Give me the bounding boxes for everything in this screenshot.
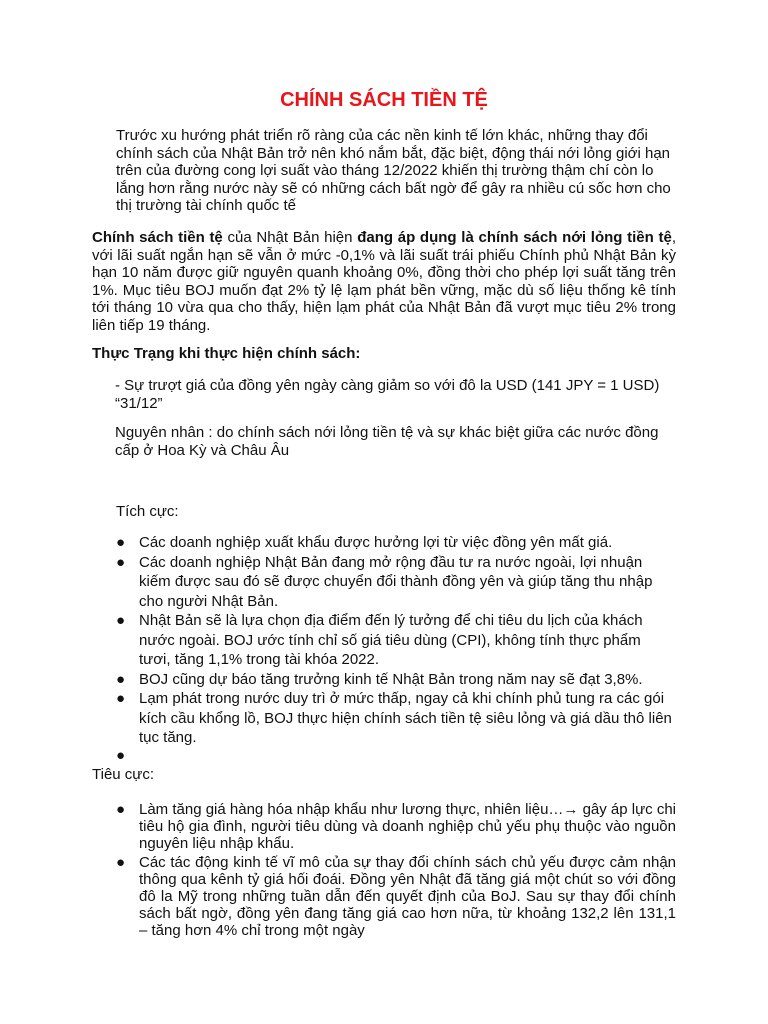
- policy-bold-term: Chính sách tiền tệ: [92, 229, 223, 246]
- list-item-text: Lạm phát trong nước duy trì ở mức thấp, ngay cả khi chính phủ tung ra các gói kích cầu khổng lồ, BOJ thực hiện chính sách tiền tệ siêu lỏng và giá dầu thô liên tục tăng.: [139, 690, 672, 746]
- list-item: [116, 670, 676, 690]
- empty-bullet-icon: ●: [116, 747, 126, 764]
- intro-paragraph: Trước xu hướng phát triển rõ ràng của các nền kinh tế lớn khác, những thay đổi chính sách của Nhật Bản trở nên khó nắm bắt, đặc biệt, động thái nới lỏng giới hạn trên của đường cong lợi suất vào tháng 12/2022 khiến thị trường thậm chí còn lo lắng hơn rằng nước này sẽ có những cách bất ngờ để gây ra nhiều cú sốc hơn cho thị trường tài chính quốc tế: [116, 127, 671, 214]
- bullet-icon: ●: [116, 553, 126, 571]
- yen-drop-paragraph: - Sự trượt giá của đồng yên ngày càng giảm so với đô la USD (141 JPY = 1 USD) “31/12”: [115, 377, 660, 412]
- list-item: [116, 801, 676, 852]
- bullet-icon: ●: [116, 534, 126, 551]
- negative-list: [116, 801, 676, 941]
- cause-paragraph: Nguyên nhân : do chính sách nới lỏng tiền tệ và sự khác biệt giữa các nước đồng cấp ở Hoa Kỳ và Châu Âu: [115, 424, 659, 459]
- bullet-icon: ●: [116, 801, 126, 818]
- bullet-icon: ●: [116, 612, 126, 629]
- list-item: [116, 553, 676, 612]
- positive-list: [116, 533, 676, 748]
- list-item-text: Nhật Bản sẽ là lựa chọn địa điểm đến lý tưởng để chi tiêu du lịch của khách nước ngoài. BOJ ước tính chỉ số giá tiêu dùng (CPI), không tính thực phẩm tươi, tăng 1,1% trong tài khóa 2022.: [139, 612, 643, 668]
- list-item-text: Làm tăng giá hàng hóa nhập khẩu như lương thực, nhiên liệu…→ gây áp lực chi tiêu hộ gia đình, người tiêu dùng và doanh nghiệp chủ yếu phụ thuộc vào nguồn nguyên liệu nhập khẩu.: [139, 801, 677, 852]
- policy-text-1: của Nhật Bản hiện: [222, 229, 358, 246]
- list-item: [116, 854, 676, 939]
- bullet-icon: ●: [116, 690, 126, 707]
- list-item-text: Các tác động kinh tế vĩ mô của sự thay đổi chính sách chủ yếu được cảm nhận thông qua kênh tỷ giá hối đoái. Đồng yên Nhật đã tăng giá một chút so với đồng đô la Mỹ trong những tuần dẫn đến quyết định của BoJ. Sau sự thay đổi chính sách bất ngờ, đồng yên đang tăng giá cao hơn nữa, từ khoảng 132,2 lên 131,1 – tăng hơn 4% chỉ trong một ngày: [139, 854, 676, 939]
- list-item-text: Các doanh nghiệp Nhật Bản đang mở rộng đầu tư ra nước ngoài, lợi nhuận kiếm được sau đó sẽ được chuyển đổi thành đồng yên và giúp tăng thu nhập cho người Nhật Bản.: [139, 553, 653, 610]
- positive-heading: Tích cực:: [116, 503, 179, 520]
- bullet-icon: ●: [116, 854, 126, 871]
- policy-text-2: , với lãi suất ngắn hạn sẽ vẫn ở mức -0,1% và lãi suất trái phiếu Chính phủ Nhật Bản kỳ hạn 10 năm được giữ nguyên quanh khoảng 0%, đồng thời cho phép lợi suất tăng trên 1%. Mục tiêu BOJ muốn đạt 2% tỷ lệ lạm phát bền vững, mặc dù số liệu thống kê tính tới tháng 10 vừa qua cho thấy, hiện lạm phát của Nhật Bản đã vượt mục tiêu 2% trong liên tiếp 19 tháng.: [92, 229, 676, 334]
- list-item: [116, 689, 676, 748]
- list-item: [116, 533, 676, 553]
- negative-heading: Tiêu cực:: [92, 766, 154, 783]
- list-item: [116, 611, 676, 670]
- status-heading: Thực Trạng khi thực hiện chính sách:: [92, 345, 361, 362]
- policy-bold-statement: đang áp dụng là chính sách nới lỏng tiền tệ: [357, 229, 672, 246]
- document-title: CHÍNH SÁCH TIỀN TỆ: [280, 89, 488, 111]
- bullet-icon: ●: [116, 670, 126, 688]
- list-item-text: BOJ cũng dự báo tăng trưởng kinh tế Nhật Bản trong năm nay sẽ đạt 3,8%.: [139, 670, 643, 688]
- policy-paragraph: [92, 229, 676, 334]
- list-item-text: Các doanh nghiệp xuất khẩu được hưởng lợi từ việc đồng yên mất giá.: [139, 534, 613, 551]
